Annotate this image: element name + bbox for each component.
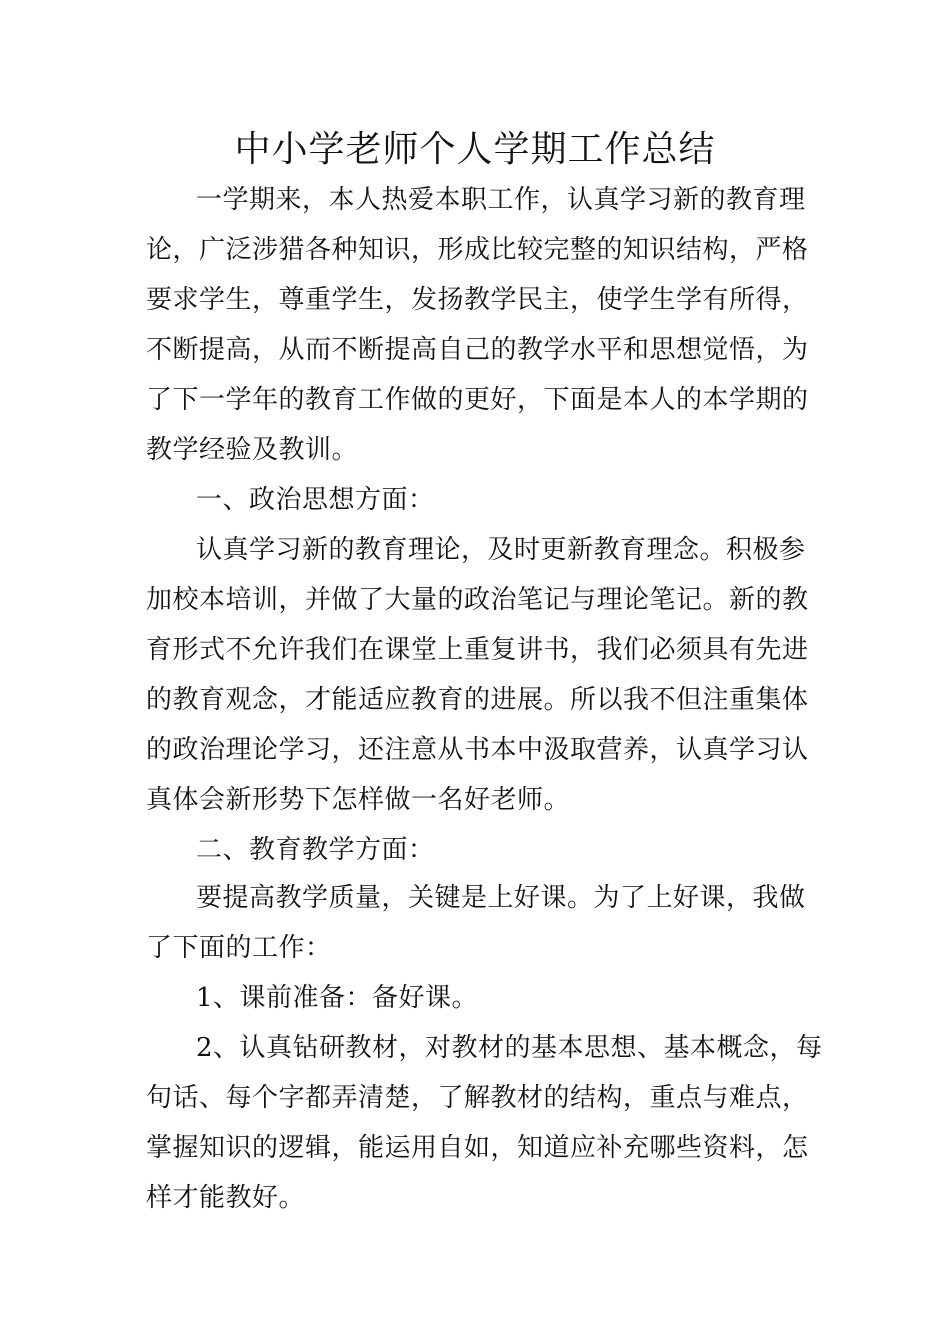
list-item: 1、课前准备：备好课。: [196, 983, 479, 1013]
paragraph-line: 教学经验及教训。: [146, 435, 359, 465]
paragraph-line: 不断提高，从而不断提高自己的教学水平和思想觉悟，为: [146, 335, 809, 365]
list-item: 2、认真钻研教材，对教材的基本思想、基本概念，每: [196, 1033, 823, 1063]
paragraph-line: 加校本培训，并做了大量的政治笔记与理论笔记。新的教: [146, 585, 809, 615]
paragraph-line: 一学期来，本人热爱本职工作，认真学习新的教育理: [196, 185, 806, 215]
paragraph-line: 论，广泛涉猎各种知识，形成比较完整的知识结构，严格: [146, 235, 809, 265]
paragraph-line: 的教育观念，才能适应教育的进展。所以我不但注重集体: [146, 685, 809, 715]
paragraph-line: 育形式不允许我们在课堂上重复讲书，我们必须具有先进: [146, 635, 809, 665]
paragraph-line: 的政治理论学习，还注意从书本中汲取营养，认真学习认: [146, 735, 809, 765]
paragraph-line: 了下面的工作：: [146, 933, 332, 963]
paragraph-line: 要提高教学质量，关键是上好课。为了上好课，我做: [196, 883, 806, 913]
paragraph-line: 要求学生，尊重学生，发扬教学民主，使学生学有所得，: [146, 285, 809, 315]
document-title: 中小学老师个人学期工作总结: [234, 129, 716, 170]
paragraph-line: 认真学习新的教育理论，及时更新教育理念。积极参: [196, 535, 806, 565]
paragraph-line: 掌握知识的逻辑，能运用自如，知道应补充哪些资料，怎: [146, 1133, 809, 1163]
paragraph-line: 句话、每个字都弄清楚，了解教材的结构，重点与难点，: [146, 1083, 809, 1113]
section-heading: 二、教育教学方面：: [196, 835, 435, 865]
paragraph-line: 样才能教好。: [146, 1183, 306, 1213]
section-heading: 一、政治思想方面：: [196, 485, 435, 515]
paragraph-line: 了下一学年的教育工作做的更好，下面是本人的本学期的: [146, 385, 809, 415]
paragraph-line: 真体会新形势下怎样做一名好老师。: [146, 785, 571, 815]
